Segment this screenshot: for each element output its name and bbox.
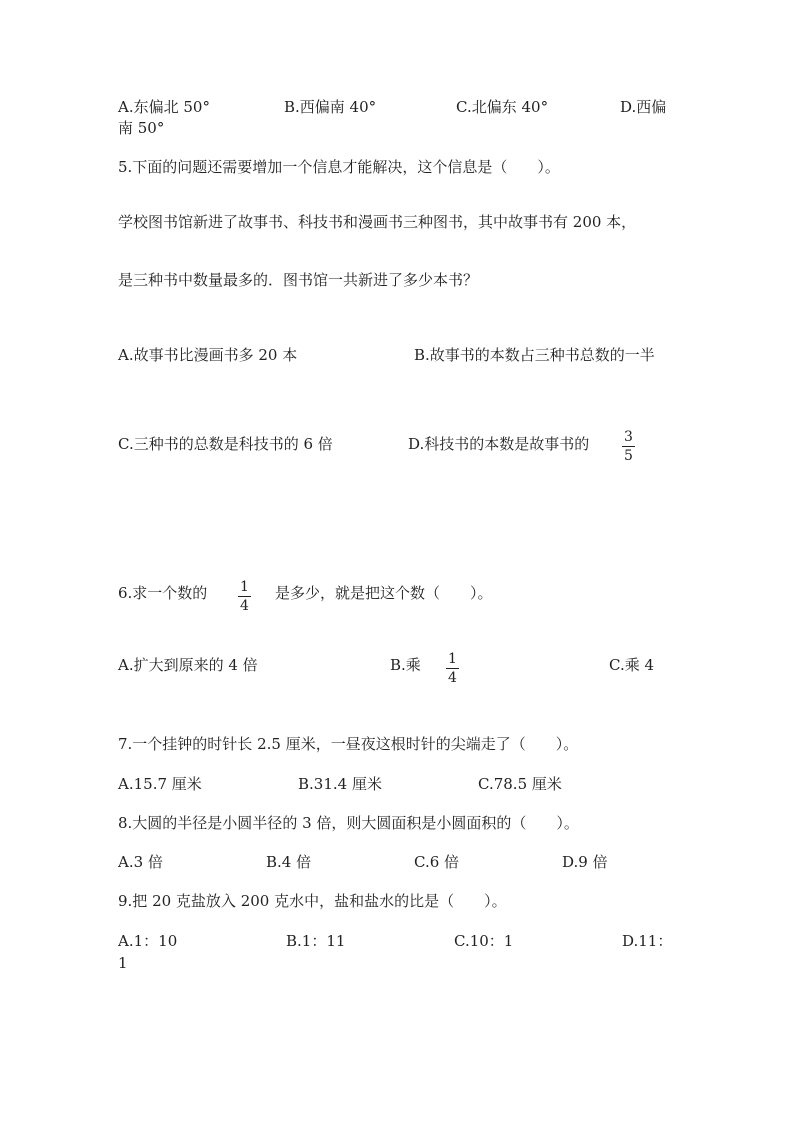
q6-option-a[interactable]: A.扩大到原来的 4 倍 (118, 656, 258, 674)
fraction-numerator: 3 (624, 429, 633, 445)
fraction-numerator: 1 (448, 651, 457, 667)
q6-stem-part-1: 6.求一个数的 (118, 584, 208, 602)
q4-option-d-continued[interactable]: 南 50° (118, 119, 165, 137)
q9-stem: 9.把 20 克盐放入 200 克水中，盐和盐水的比是（ ）。 (118, 892, 507, 910)
q7-stem: 7.一个挂钟的时针长 2.5 厘米，一昼夜这根时针的尖端走了（ ）。 (118, 735, 579, 753)
q8-option-a[interactable]: A.3 倍 (118, 853, 163, 871)
q9-option-d-continued[interactable]: 1 (118, 954, 128, 972)
q7-option-a[interactable]: A.15.7 厘米 (118, 775, 202, 793)
q6-option-c[interactable]: C.乘 4 (609, 656, 655, 674)
q6-option-b-fraction (446, 651, 459, 686)
q4-option-c[interactable]: C.北偏东 40° (456, 98, 549, 116)
q5-option-d[interactable]: D.科技书的本数是故事书的 (408, 435, 590, 453)
q9-option-c[interactable]: C.10：1 (454, 932, 514, 950)
q9-option-d[interactable]: D.11： (622, 932, 673, 950)
q8-option-d[interactable]: D.9 倍 (562, 853, 608, 871)
q8-option-b[interactable]: B.4 倍 (266, 853, 312, 871)
q4-option-d[interactable]: D.西偏 (620, 98, 667, 116)
fraction-numerator: 1 (240, 579, 249, 595)
q4-option-b[interactable]: B.西偏南 40° (284, 98, 377, 116)
q5-stem: 5.下面的问题还需要增加一个信息才能解决，这个信息是（ ）。 (118, 158, 560, 176)
q5-option-c[interactable]: C.三种书的总数是科技书的 6 倍 (118, 435, 333, 453)
q9-option-a[interactable]: A.1：10 (118, 932, 178, 950)
q5-option-d-fraction (622, 429, 635, 464)
q6-option-b[interactable]: B.乘 (390, 656, 421, 674)
q6-stem-fraction (238, 579, 251, 614)
q8-option-c[interactable]: C.6 倍 (414, 853, 460, 871)
q5-option-b[interactable]: B.故事书的本数占三种书总数的一半 (414, 346, 655, 364)
fraction-denominator: 4 (448, 670, 457, 686)
q9-option-b[interactable]: B.1：11 (286, 932, 346, 950)
q4-option-a[interactable]: A.东偏北 50° (118, 98, 210, 116)
fraction-denominator: 4 (240, 598, 249, 614)
q7-option-c[interactable]: C.78.5 厘米 (478, 775, 562, 793)
fraction-denominator: 5 (624, 448, 633, 464)
q5-context-line-2: 是三种书中数量最多的．图书馆一共新进了多少本书？ (118, 271, 479, 289)
q7-option-b[interactable]: B.31.4 厘米 (298, 775, 382, 793)
q5-context-line-1: 学校图书馆新进了故事书、科技书和漫画书三种图书，其中故事书有 200 本， (118, 213, 637, 231)
q8-stem: 8.大圆的半径是小圆半径的 3 倍，则大圆面积是小圆面积的（ ）。 (118, 814, 579, 832)
q6-stem-part-2: 是多少，就是把这个数（ ）。 (275, 584, 493, 602)
q5-option-a[interactable]: A.故事书比漫画书多 20 本 (118, 346, 298, 364)
